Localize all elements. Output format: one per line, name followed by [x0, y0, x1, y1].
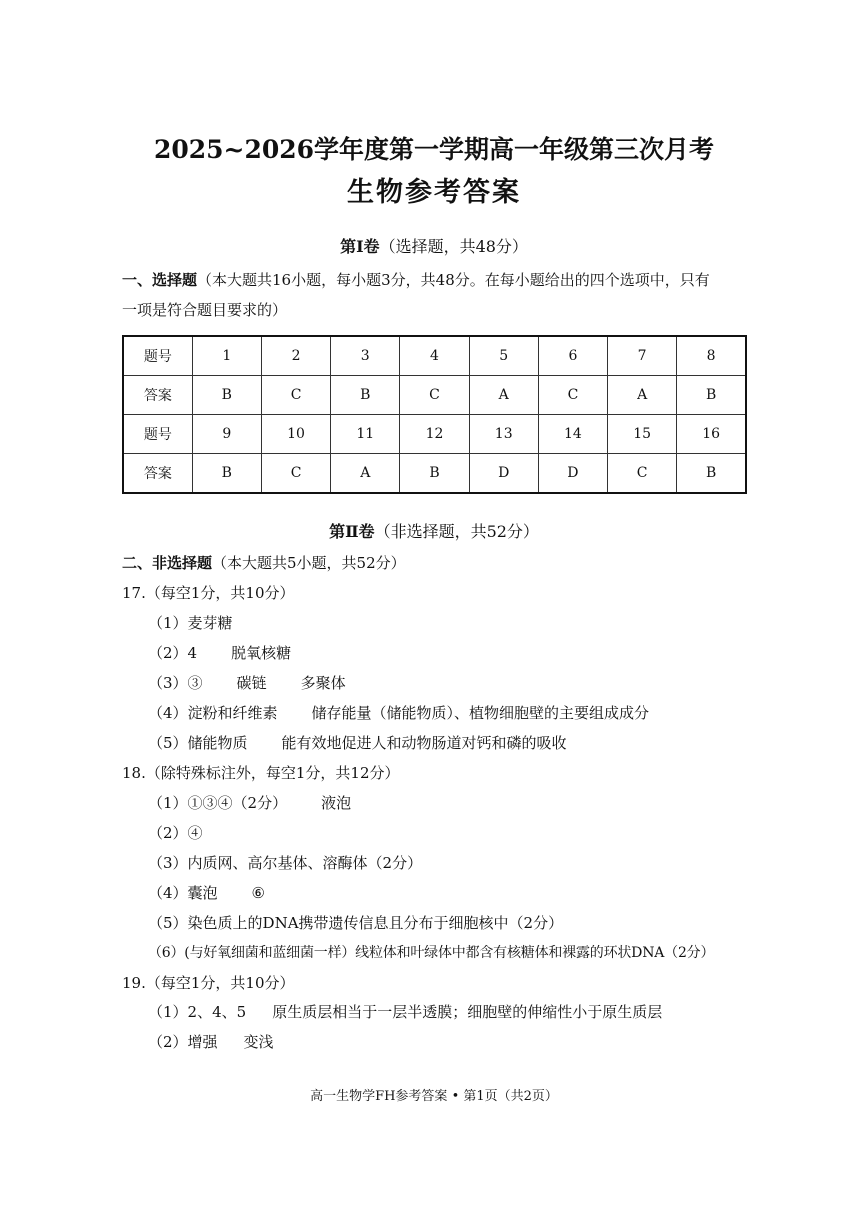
table-cell: 7	[608, 336, 677, 376]
answer-part: 多聚体	[300, 674, 346, 692]
answer-part: （5）染色质上的DNA携带遗传信息且分布于细胞核中（2分）	[148, 914, 564, 932]
table-row	[123, 415, 746, 454]
q18-answer-6	[148, 942, 714, 962]
answer-part: （6）(与好氧细菌和蓝细菌一样）线粒体和叶绿体中都含有核糖体和裸露的环状DNA（2分）	[148, 945, 715, 961]
document-subtitle: 生物参考答案	[347, 177, 521, 208]
answer-part: （4）淀粉和纤维素	[148, 704, 278, 722]
q17-answer-5	[148, 732, 567, 753]
table-cell: B	[192, 376, 261, 415]
q19-answer-1	[148, 1001, 662, 1022]
table-cell: B	[400, 454, 469, 494]
part2-heading	[0, 519, 868, 542]
section2-heading	[122, 552, 406, 573]
answer-part: 能有效地促进人和动物肠道对钙和磷的吸收	[281, 734, 567, 752]
part1-heading	[0, 234, 868, 257]
answer-part: 脱氧核糖	[231, 644, 292, 662]
section2-label: 二、非选择题	[122, 554, 213, 572]
table-cell: B	[677, 376, 746, 415]
q19-heading: 19.（每空1分，共10分）	[122, 974, 295, 992]
table-cell: 9	[192, 415, 261, 454]
q18-answer-5	[148, 912, 563, 933]
part1-heading-label: 第Ⅰ卷	[340, 237, 380, 256]
answer-part: 碳链	[236, 674, 267, 692]
answer-table	[122, 335, 747, 494]
q18-answer-3	[148, 852, 422, 873]
table-row	[123, 454, 746, 494]
answer-part: 储存能量（储能物质）、植物细胞壁的主要组成成分	[311, 704, 650, 722]
table-row-header: 答案	[123, 376, 192, 415]
q17-heading: 17.（每空1分，共10分）	[122, 584, 295, 602]
section2-text: （本大题共5小题，共52分）	[212, 554, 406, 572]
part1-heading-detail: （选择题，共48分）	[379, 237, 528, 256]
q17-answer-1	[148, 612, 233, 633]
table-cell: 1	[192, 336, 261, 376]
answer-part: （5）储能物质	[148, 734, 248, 752]
answer-part: （2）④	[148, 824, 203, 842]
part2-heading-detail: （非选择题，共52分）	[374, 522, 539, 541]
q18-heading: 18.（除特殊标注外，每空1分，共12分）	[122, 764, 400, 782]
table-cell: 11	[331, 415, 400, 454]
table-cell: B	[677, 454, 746, 494]
table-cell: D	[538, 454, 607, 494]
table-cell: 15	[608, 415, 677, 454]
table-cell: 2	[261, 336, 330, 376]
q17-answer-2	[148, 642, 291, 663]
answer-part: （3）③	[148, 674, 203, 692]
table-cell: C	[538, 376, 607, 415]
table-cell: A	[608, 376, 677, 415]
answer-part: （2）增强	[148, 1033, 218, 1051]
table-row	[123, 376, 746, 415]
table-row	[123, 336, 746, 376]
table-cell: 4	[400, 336, 469, 376]
table-cell: D	[469, 454, 538, 494]
table-cell: C	[608, 454, 677, 494]
table-row-header: 题号	[123, 415, 192, 454]
q17-answer-4	[148, 702, 649, 723]
table-cell: A	[469, 376, 538, 415]
table-row-header: 题号	[123, 336, 192, 376]
q18-answer-2	[148, 822, 203, 843]
q19-answer-2	[148, 1031, 274, 1052]
table-cell: C	[261, 376, 330, 415]
section1-instructions	[122, 265, 752, 325]
table-cell: 8	[677, 336, 746, 376]
table-cell: 16	[677, 415, 746, 454]
table-cell: 3	[331, 336, 400, 376]
answer-part: 原生质层相当于一层半透膜；细胞壁的伸缩性小于原生质层	[272, 1003, 663, 1021]
table-cell: 10	[261, 415, 330, 454]
table-cell: C	[261, 454, 330, 494]
part2-heading-label: 第Ⅱ卷	[329, 522, 375, 541]
answer-part: 液泡	[321, 794, 352, 812]
answer-part: （4）囊泡	[148, 884, 218, 902]
q17-answer-3	[148, 672, 346, 693]
answer-part: 变浅	[243, 1033, 274, 1051]
table-cell: B	[192, 454, 261, 494]
table-cell: 6	[538, 336, 607, 376]
table-cell: 13	[469, 415, 538, 454]
q18-answer-1	[148, 792, 351, 813]
table-cell: 14	[538, 415, 607, 454]
table-cell: A	[331, 454, 400, 494]
table-cell: 5	[469, 336, 538, 376]
q18-answer-4	[148, 882, 265, 903]
table-cell: 12	[400, 415, 469, 454]
answer-part: （1）麦芽糖	[148, 614, 233, 632]
table-row-header: 答案	[123, 454, 192, 494]
answer-part: ⑥	[251, 884, 265, 902]
section1-label: 一、选择题	[122, 271, 198, 289]
answer-part: （2）4	[148, 644, 198, 662]
page-footer: 高一生物学FH参考答案 • 第1页（共2页）	[310, 1089, 558, 1104]
table-cell: C	[400, 376, 469, 415]
answer-part: （3）内质网、高尔基体、溶酶体（2分）	[148, 854, 423, 872]
document-title: 2025~2026学年度第一学期高一年级第三次月考	[153, 135, 715, 164]
answer-part: （1）2、4、5	[148, 1003, 247, 1021]
answer-part: （1）①③④（2分）	[148, 794, 288, 812]
section1-text-line2: 一项是符合题目要求的）	[122, 301, 288, 319]
table-cell: B	[331, 376, 400, 415]
section1-text-line1: （本大题共16小题，每小题3分，共48分。在每小题给出的四个选项中，只有	[197, 271, 710, 289]
